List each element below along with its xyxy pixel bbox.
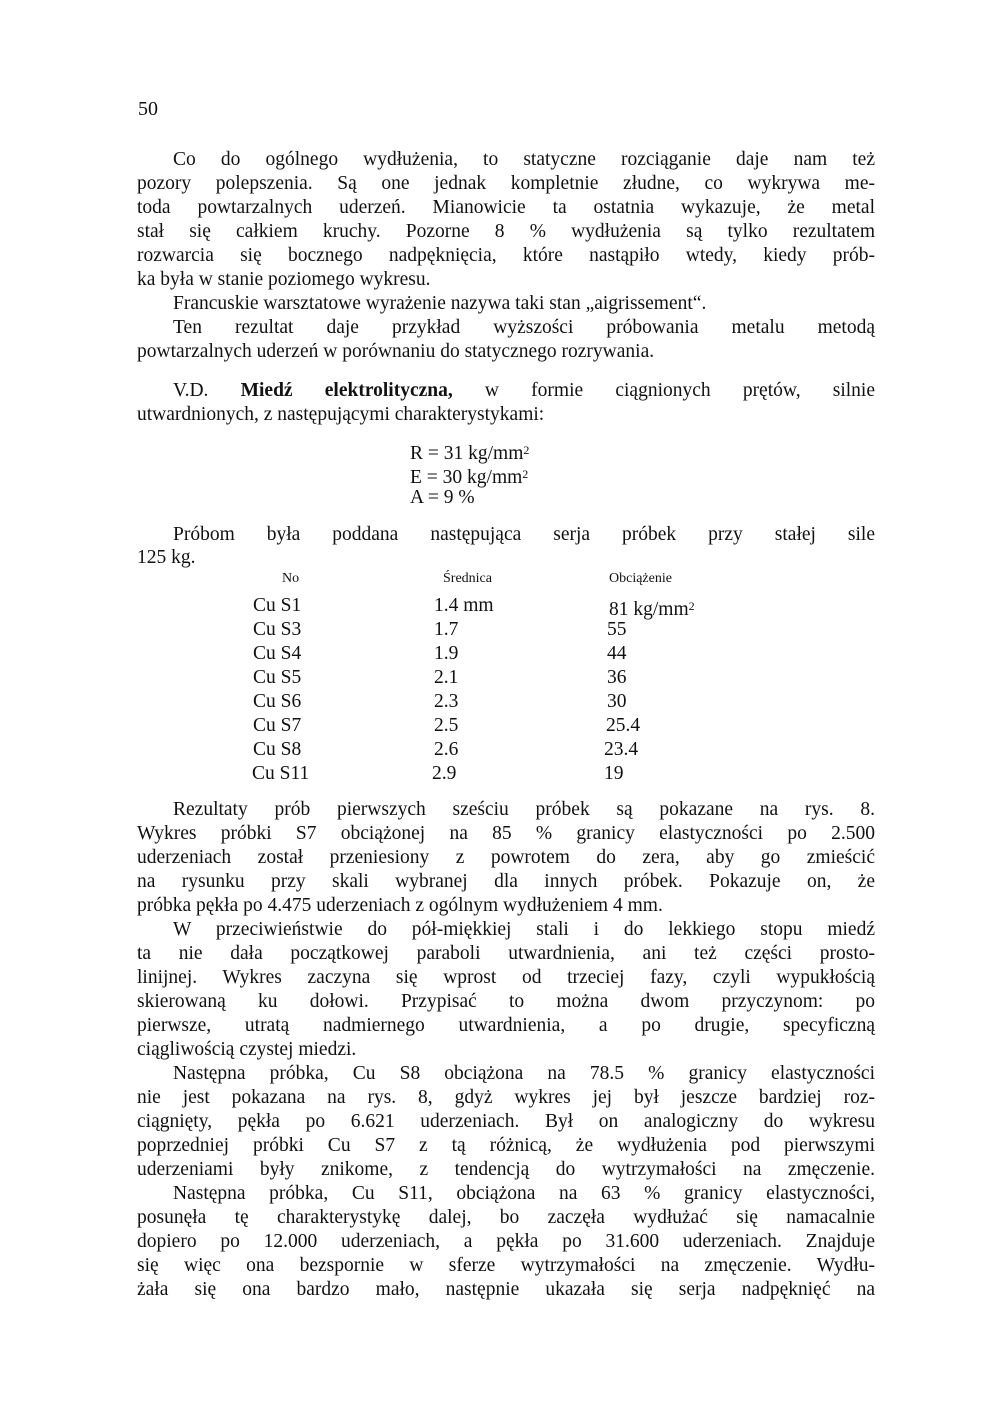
cell-diameter: 1.9 <box>434 643 459 664</box>
formula-r: R = 31 $kg/mm^2$ <box>410 443 530 464</box>
cell-no: Cu S8 <box>253 739 302 760</box>
header-load: Obciążenie <box>609 571 672 586</box>
text-line: uderzeniami były znikome, z tendencją do wytrzymałości na zmęczenie. <box>137 1159 875 1180</box>
text-line: utwardnionych, z następującymi charakterystykami: <box>137 404 545 425</box>
text-line: skierowaną ku dołowi. Przypisać to można dwom przyczynom: po <box>137 991 875 1012</box>
text-line: ciągliwością czystej miedzi. <box>137 1039 357 1060</box>
cell-load: 19 <box>604 763 624 784</box>
text-line: 125 kg. <box>137 547 196 568</box>
cell-load: 55 <box>607 619 627 640</box>
text-line: Ten rezultat daje przykład wyższości próbowania metalu metodą <box>173 317 875 338</box>
text-line: się więc ona bezspornie w sferze wytrzymałości na zmęczenie. Wydłu- <box>137 1255 875 1276</box>
cell-diameter: 2.1 <box>434 667 459 688</box>
cell-diameter: 2.6 <box>434 739 459 760</box>
text-line: posunęła tę charakterystykę dalej, bo zaczęła wydłużać się namacalnie <box>137 1207 875 1228</box>
section-title: Miedź elektrolityczna, <box>240 380 453 401</box>
text-line: poprzedniej próbki Cu S7 z tą różnicą, że wydłużenia pod pierwszymi <box>137 1135 875 1156</box>
text-line: Następna próbka, Cu S8 obciążona na 78.5 % granicy elastyczności <box>173 1063 875 1084</box>
text-line: nie jest pokazana na rys. 8, gdyż wykres jej był jeszcze bardziej roz- <box>137 1087 875 1108</box>
text-line: ka była w stanie poziomego wykresu. <box>137 269 431 290</box>
text-line: na rysunku przy skali wybranej dla innych próbek. Pokazuje on, że <box>137 871 875 892</box>
text-line: W przeciwieństwie do pół-miękkiej stali i do lekkiego stopu miedź <box>173 919 875 940</box>
text-line: Wykres próbki S7 obciążonej na 85 % granicy elastyczności po 2.500 <box>137 823 875 844</box>
header-diameter: Średnica <box>443 571 492 586</box>
section-line-1 <box>173 379 875 403</box>
text-line: linijnej. Wykres zaczyna się wprost od trzeciej fazy, czyli wypukłością <box>137 967 875 988</box>
text-line: dopiero po 12.000 uderzeniach, a pękła po 31.600 uderzeniach. Znajduje <box>137 1231 875 1252</box>
cell-diameter: 1.4 mm <box>434 595 494 616</box>
cell-load: 23.4 <box>604 739 639 760</box>
cell-load: 30 <box>607 691 627 712</box>
text-line: Następna próbka, Cu S11, obciążona na 63 % granicy elastyczności, <box>173 1183 875 1204</box>
cell-no: Cu S5 <box>253 667 302 688</box>
cell-no: Cu S11 <box>252 763 310 784</box>
cell-load: 25.4 <box>606 715 641 736</box>
header-no: No <box>282 571 300 586</box>
text-line: Rezultaty prób pierwszych sześciu próbek są pokazane na rys. 8. <box>173 799 875 820</box>
text-line: powtarzalnych uderzeń w porównaniu do statycznego rozrywania. <box>137 341 655 362</box>
cell-diameter: 2.9 <box>432 763 457 784</box>
cell-diameter: 2.5 <box>434 715 459 736</box>
cell-diameter: 2.3 <box>434 691 459 712</box>
section-text: w formie ciągnionych prętów, silnie <box>484 380 876 401</box>
text-line: rozwarcia się bocznego nadpęknięcia, które nastąpiło wtedy, kiedy prób- <box>137 245 875 266</box>
cell-no: Cu S6 <box>253 691 302 712</box>
text-line: ciągnięty, pękła po 6.621 uderzeniach. Był on analogiczny do wykresu <box>137 1111 875 1132</box>
cell-diameter: 1.7 <box>434 619 459 640</box>
cell-load: 36 <box>607 667 627 688</box>
text-line: pozory polepszenia. Są one jednak kompletnie złudne, co wykrywa me- <box>137 173 875 194</box>
text-line: uderzeniach został przeniesiony z powrotem do zera, aby go zmieścić <box>137 847 875 868</box>
formula-e: E = 30 $kg/mm^2$ <box>410 467 529 488</box>
cell-load: 44 <box>607 643 627 664</box>
cell-no: Cu S4 <box>253 643 302 664</box>
cell-no: Cu S1 <box>253 595 302 616</box>
text-line: żała się ona bardzo mało, następnie ukazała się serja nadpęknięć na <box>137 1279 875 1300</box>
formula-a: A = 9 % <box>410 487 475 508</box>
text-line: ta nie dała początkowej paraboli utwardnienia, ani też części prosto- <box>137 943 875 964</box>
text-line: Próbom była poddana następująca serja próbek przy stałej sile <box>173 524 875 545</box>
text-line: stał się całkiem kruchy. Pozorne 8 % wydłużenia są tylko rezultatem <box>137 221 875 242</box>
cell-no: Cu S7 <box>253 715 302 736</box>
text-line: Francuskie warsztatowe wyrażenie nazywa taki stan „aigrissement“. <box>173 293 707 314</box>
text-line: pierwsze, utratą nadmiernego utwardnienia, a po drugie, specyficzną <box>137 1015 875 1036</box>
text-line: Co do ogólnego wydłużenia, to statyczne rozciąganie daje nam też <box>173 149 875 170</box>
text-line: próbka pękła po 4.475 uderzeniach z ogólnym wydłużeniem 4 mm. <box>137 895 663 916</box>
text-line: toda powtarzalnych uderzeń. Mianowicie ta ostatnia wykazuje, że metal <box>137 197 875 218</box>
cell-load: 81 $kg/mm^2$ <box>609 599 695 620</box>
page-number: 50 <box>138 98 158 120</box>
cell-no: Cu S3 <box>253 619 302 640</box>
section-label: V.D. <box>173 380 209 401</box>
